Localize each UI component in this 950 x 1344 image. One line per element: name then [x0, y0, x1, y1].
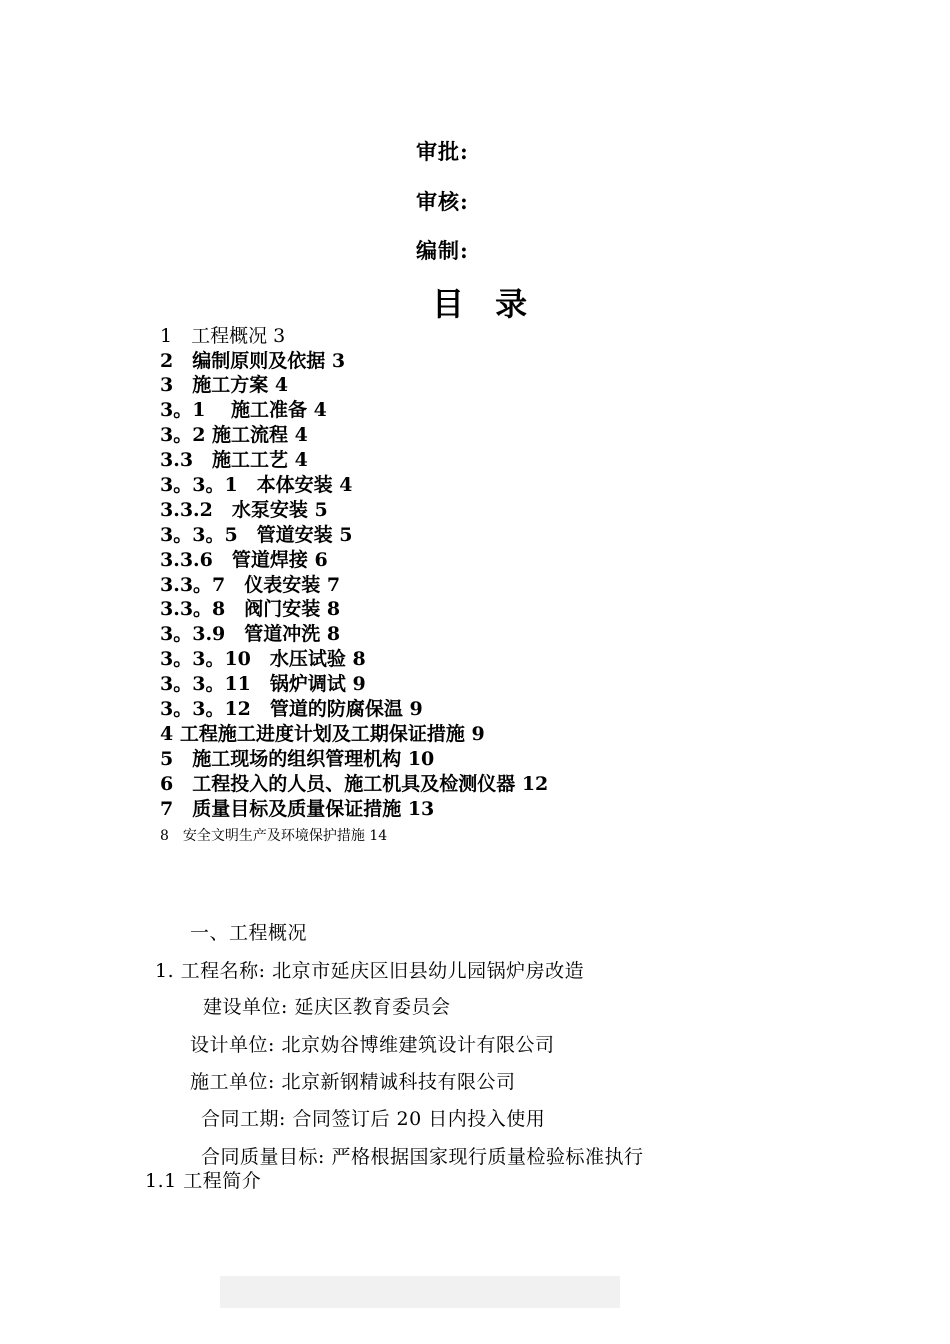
- toc-item: 7 质量目标及质量保证措施 13: [160, 798, 435, 820]
- toc-item: 2 编制原则及依据 3: [160, 350, 346, 372]
- toc-item: 3.3 施工工艺 4: [160, 449, 308, 471]
- toc-item: 3.3.2 水泵安装 5: [160, 499, 328, 521]
- designer-line: 设计单位: 北京妫谷博维建筑设计有限公司: [190, 1034, 555, 1056]
- subsection-heading: 1.1 工程简介: [145, 1170, 262, 1192]
- toc-item: 3。1 施工准备 4: [160, 399, 327, 421]
- contractor-line: 施工单位: 北京新钢精诚科技有限公司: [190, 1071, 516, 1093]
- owner-line: 建设单位: 延庆区教育委员会: [203, 996, 451, 1018]
- toc-item: 3 施工方案 4: [160, 374, 289, 396]
- toc-item: 3。3。12 管道的防腐保温 9: [160, 698, 423, 720]
- toc-item: 3。2 施工流程 4: [160, 424, 308, 446]
- toc-item: 3。3.9 管道冲洗 8: [160, 623, 341, 645]
- toc-item: 8 安全文明生产及环境保护措施 14: [160, 828, 388, 844]
- review-signature-label: 审核:: [416, 189, 469, 214]
- duration-line: 合同工期: 合同签订后 20 日内投入使用: [201, 1108, 546, 1130]
- project-name-line: 1. 工程名称: 北京市延庆区旧县幼儿园锅炉房改造: [155, 960, 585, 982]
- toc-title: 目 录: [432, 285, 538, 323]
- quality-goal-line: 合同质量目标: 严格根据国家现行质量检验标准执行: [201, 1146, 644, 1168]
- toc-item: 3。3。11 锅炉调试 9: [160, 673, 366, 695]
- faint-watermark: [220, 1268, 620, 1316]
- approve-signature-label: 审批:: [416, 139, 469, 164]
- toc-item: 3。3。10 水压试验 8: [160, 648, 366, 670]
- toc-item: 6 工程投入的人员、施工机具及检测仪器 12: [160, 773, 549, 795]
- toc-item: 3.3。8 阀门安装 8: [160, 598, 341, 620]
- toc-item: 3。3。5 管道安装 5: [160, 524, 353, 546]
- toc-item: 1 工程概况 3: [160, 325, 286, 347]
- toc-item: 3.3。7 仪表安装 7: [160, 574, 341, 596]
- toc-item: 3.3.6 管道焊接 6: [160, 549, 328, 571]
- toc-item: 5 施工现场的组织管理机构 10: [160, 748, 435, 770]
- compile-signature-label: 编制:: [416, 238, 469, 263]
- toc-item: 3。3。1 本体安装 4: [160, 474, 353, 496]
- section-heading: 一、工程概况: [190, 922, 308, 944]
- toc-item: 4 工程施工进度计划及工期保证措施 9: [160, 723, 485, 745]
